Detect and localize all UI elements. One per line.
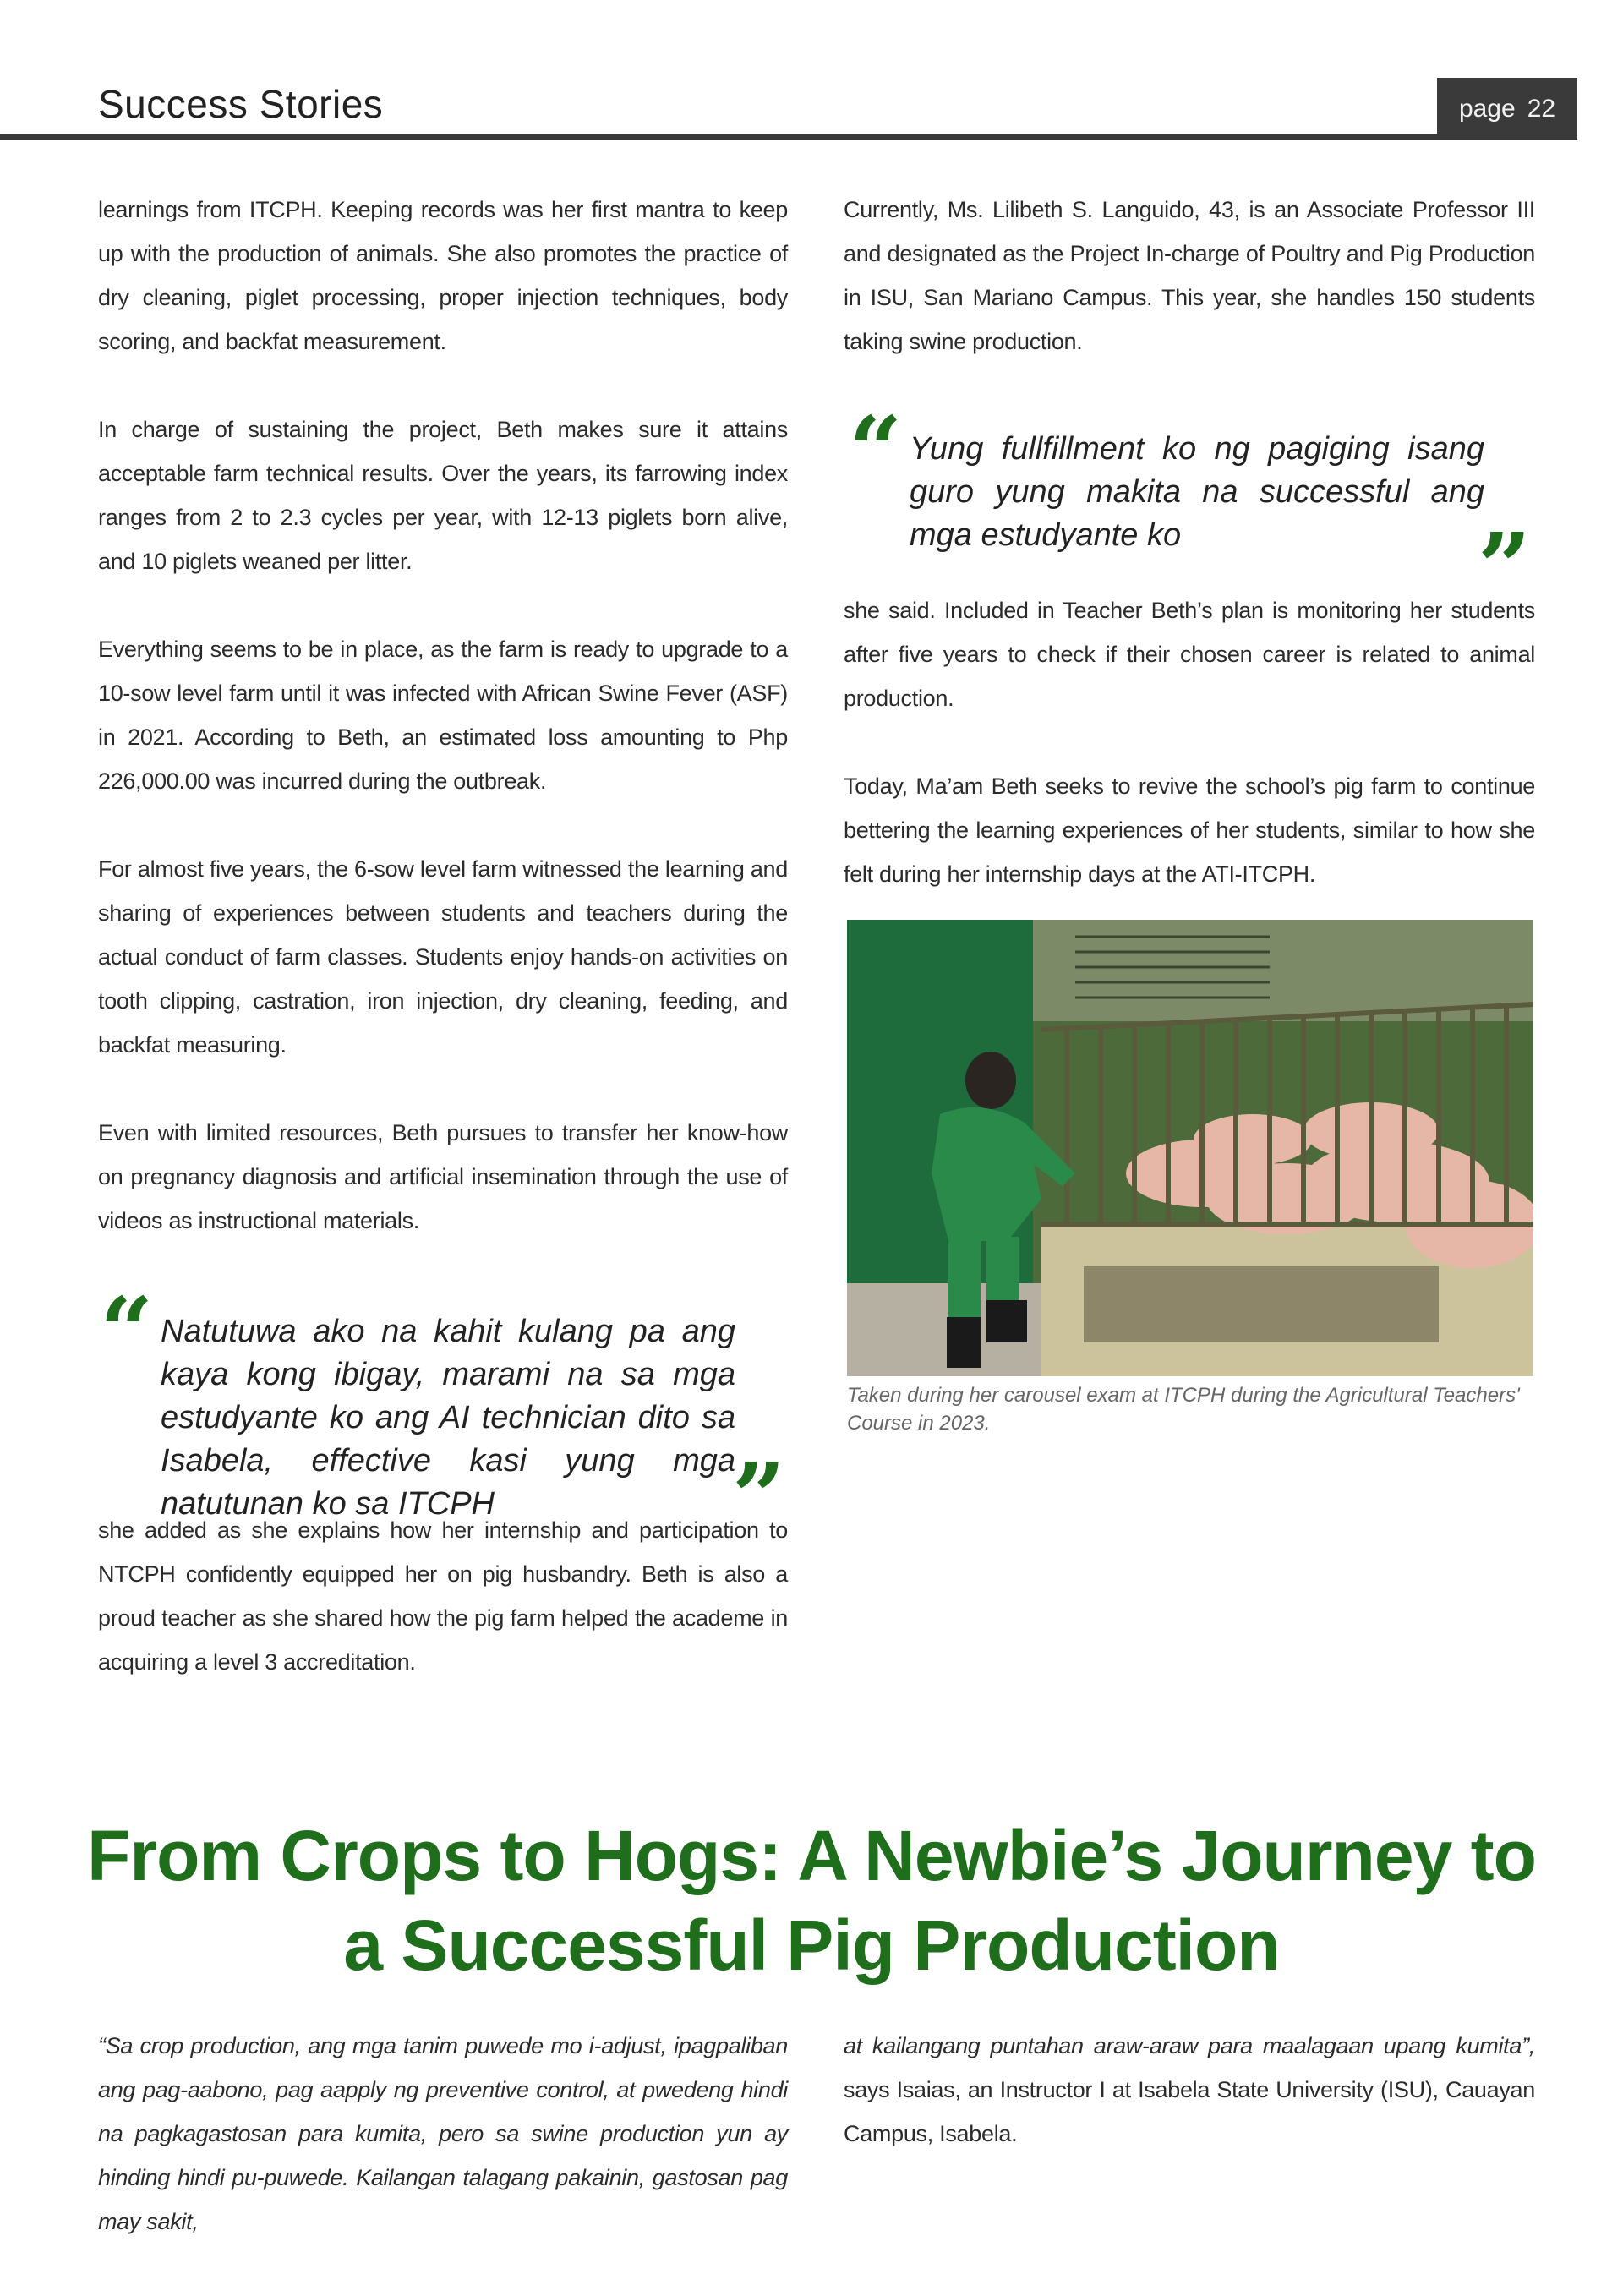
article2-intro-left: “Sa crop production, ang mga tanim puwede mo i-adjust, ipagpaliban ang pag-aabono, pag aapply ng preventive control, at pwedeng hindi na pagkagastosan para kumita, pero sa swine production yun ay hinding hindi pu-puwede. Kailangan talagang pakainin, gastosan pag may sakit, (98, 2033, 788, 2234)
left-column-lower (98, 1508, 788, 1684)
left-paragraph-3: Everything seems to be in place, as the farm is ready to upgrade to a 10-sow level farm until it was infected with African Swine Fever (ASF) in 2021. According to Beth, an estimated loss amounting to Php 226,000.00 was incurred during the outbreak. (98, 637, 788, 794)
left-quote-text: Natutuwa ako na kahit kulang pa ang kaya kong ibigay, marami na sa mga estudyante ko ang AI technician dito sa Isabela, effective kasi yung mga natutunan ko sa ITCPH (161, 1314, 735, 1522)
left-paragraph-5: Even with limited resources, Beth pursues to transfer her know-how on pregnancy diagnosis and artificial insemination through the use of videos as instructional materials. (98, 1120, 788, 1233)
left-column-upper (98, 188, 788, 1243)
article-headline: From Crops to Hogs: A Newbie’s Journey to a Successful Pig Production (87, 1816, 1536, 1985)
teacher-feeding-pigs-photo (847, 920, 1533, 1376)
right-quote-text: Yung fullfillment ko ng pagiging isang guro yung makita na successful ang mga estudyante ko (910, 431, 1484, 553)
section-title: Success Stories (98, 82, 384, 126)
left-paragraph-4: For almost five years, the 6-sow level farm witnessed the learning and sharing of experiences between students and teachers during the actual conduct of farm classes. Students enjoy hands-on activities on tooth clipping, castration, iron injection, dry cleaning, feeding, and backfat measuring. (98, 856, 788, 1058)
article2-attribution: says Isaias, an Instructor I at Isabela State University (ISU), Cauayan Campus, Isabela. (844, 2077, 1535, 2146)
open-quote-mark: “ (100, 1276, 154, 1386)
article2-right-column (844, 2024, 1535, 2156)
right-column-upper (844, 188, 1535, 364)
left-paragraph-6: she added as she explains how her internship and participation to NTCPH confidently equipped her on pig husbandry. Beth is also a proud teacher as she shared how the pig farm helped the academe in acquiring a level 3 accreditation. (98, 1517, 788, 1675)
open-quote-mark: “ (849, 396, 903, 505)
page-badge (1437, 78, 1577, 140)
photo-illustration (847, 920, 1533, 1376)
article2-left-column (98, 2024, 788, 2244)
left-paragraph-2: In charge of sustaining the project, Beth makes sure it attains acceptable farm technical results. Over the years, its farrowing index ranges from 2 to 2.3 cycles per year, with 12-13 piglets born alive, and 10 piglets weaned per litter. (98, 417, 788, 574)
right-paragraph-3: Today, Ma’am Beth seeks to revive the school’s pig farm to continue bettering the learning experiences of her students, similar to how she felt during her internship days at the ATI-ITCPH. (844, 774, 1535, 887)
header-rule (0, 134, 1577, 140)
right-paragraph-2: she said. Included in Teacher Beth’s plan is monitoring her students after five years to check if their chosen career is related to animal production. (844, 598, 1535, 711)
right-column-lower (844, 588, 1535, 896)
page-label: page (1458, 95, 1516, 123)
close-quote-mark: ” (1478, 512, 1532, 621)
article2-intro-right (844, 2024, 1535, 2156)
photo-caption: Taken during her carousel exam at ITCPH during the Agricultural Teachers' Course in 2023. (847, 1384, 1520, 1435)
left-paragraph-1: learnings from ITCPH. Keeping records was her first mantra to keep up with the production of animals. She also promotes the practice of dry cleaning, piglet processing, proper injection techniques, body scoring, and backfat measurement. (98, 197, 788, 354)
page-number: 22 (1527, 95, 1556, 123)
close-quote-mark: ” (732, 1442, 786, 1551)
article2-quote-end: at kailangang puntahan araw-araw para maalagaan upang kumita”, (844, 2033, 1535, 2058)
right-paragraph-1: Currently, Ms. Lilibeth S. Languido, 43, is an Associate Professor III and designated as the Project In-charge of Poultry and Pig Production in ISU, San Mariano Campus. This year, she handles 150 students taking swine production. (844, 197, 1535, 354)
